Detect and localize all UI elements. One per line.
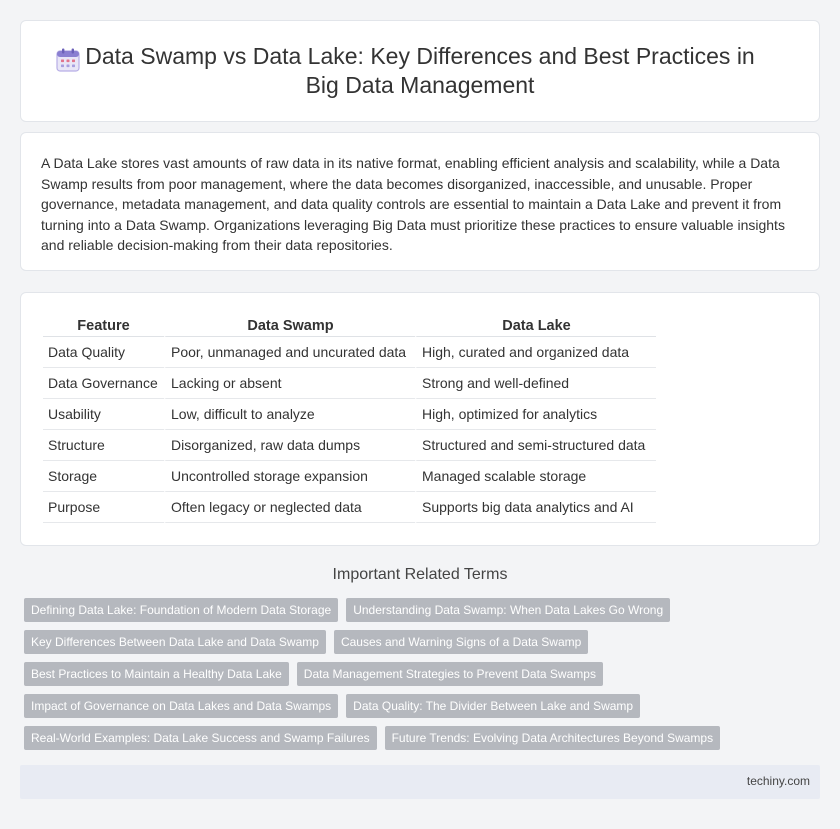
intro-paragraph: A Data Lake stores vast amounts of raw data in its native format, enabling efficient analysis and scalability, while a Data Swamp results from poor management, where the data becomes disorganized, inaccessible, and unusable. Proper governance, metadata management, and data quality controls are essential to maintain a Data Lake and prevent it from turning into a Data Swamp. Organizations leveraging Big Data must prioritize these practices to ensure valuable insights and reliable decision-making from their data repositories. [41,155,785,253]
feature-cell: Data Governance [43,368,164,399]
title-wrap [21,21,819,121]
feature-cell: Structure [43,430,164,461]
table-row [43,492,656,523]
table-row [43,368,656,399]
comparison-card [20,292,820,546]
data-swamp-cell: Uncontrolled storage expansion [164,461,415,492]
data-swamp-cell: Poor, unmanaged and uncurated data [164,337,415,368]
data-swamp-cell: Often legacy or neglected data [164,492,415,523]
tag-row [24,630,724,654]
intro-card [20,132,820,271]
data-lake-cell: Supports big data analytics and AI [415,492,656,523]
data-lake-cell: High, curated and organized data [415,337,656,368]
related-term-link[interactable]: Data Quality: The Divider Between Lake and Swamp [346,694,640,718]
footer-site-link[interactable]: techiny.com [746,774,810,788]
tag-row [24,598,724,622]
table-row [43,430,656,461]
data-lake-cell: Strong and well-defined [415,368,656,399]
table-header-row [43,315,656,337]
table-row [43,399,656,430]
feature-cell: Purpose [43,492,164,523]
related-term-link[interactable]: Data Management Strategies to Prevent Data Swamps [297,662,603,686]
data-lake-cell: Structured and semi-structured data [415,430,656,461]
data-swamp-cell: Lacking or absent [164,368,415,399]
column-header-data-swamp: Data Swamp [164,315,415,337]
related-term-link[interactable]: Key Differences Between Data Lake and Data Swamp [24,630,326,654]
table-row [43,461,656,492]
data-lake-cell: High, optimized for analytics [415,399,656,430]
related-term-link[interactable]: Future Trends: Evolving Data Architectures Beyond Swamps [385,726,721,750]
table-row [43,337,656,368]
related-term-link[interactable]: Impact of Governance on Data Lakes and Data Swamps [24,694,338,718]
column-header-feature: Feature [43,315,164,337]
related-term-link[interactable]: Defining Data Lake: Foundation of Modern Data Storage [24,598,338,622]
related-terms-list [24,598,724,758]
header-card [20,20,820,122]
related-term-link[interactable]: Best Practices to Maintain a Healthy Data Lake [24,662,289,686]
tag-row [24,726,724,750]
related-term-link[interactable]: Real-World Examples: Data Lake Success and Swamp Failures [24,726,377,750]
feature-cell: Data Quality [43,337,164,368]
comparison-table [43,315,656,523]
tag-row [24,694,724,718]
tag-row [24,662,724,686]
feature-cell: Usability [43,399,164,430]
data-swamp-cell: Low, difficult to analyze [164,399,415,430]
data-swamp-cell: Disorganized, raw data dumps [164,430,415,461]
page-title: Data Swamp vs Data Lake: Key Differences and Best Practices in Big Data Management [85,43,755,98]
footer [20,765,820,799]
related-term-link[interactable]: Causes and Warning Signs of a Data Swamp [334,630,588,654]
related-term-link[interactable]: Understanding Data Swamp: When Data Lakes Go Wrong [346,598,670,622]
related-terms-title: Important Related Terms [332,566,508,583]
column-header-data-lake: Data Lake [415,315,656,337]
feature-cell: Storage [43,461,164,492]
data-lake-cell: Managed scalable storage [415,461,656,492]
